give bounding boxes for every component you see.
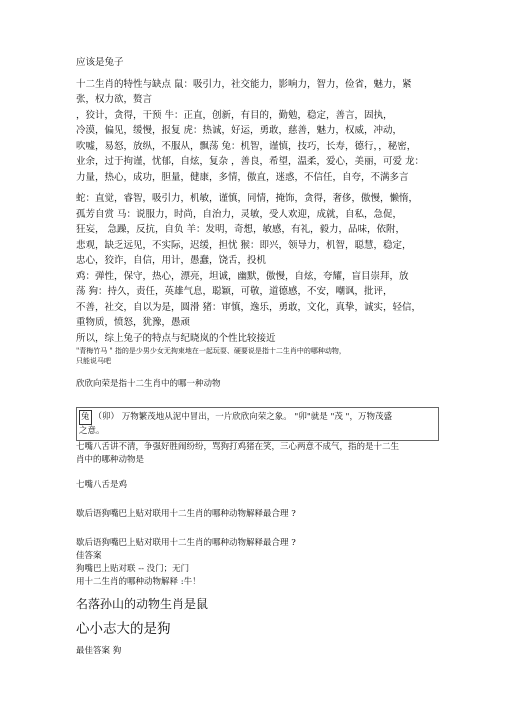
riddle-answer: 七嘴八舌是鸡 xyxy=(76,480,128,490)
text-line: 张，权力欲，赘言 xyxy=(76,94,153,105)
answer-heading: 应该是兔子 xyxy=(76,57,124,68)
text-line: 狂妄， 急躁，反抗，自负 羊：发明，奇想，敏感，有礼，毅力，品味，依附， xyxy=(76,224,406,235)
answer-box xyxy=(76,407,439,441)
note-line: "青梅竹马 " 指的是少男少女无拘束地在一起玩耍、硬要说是指十二生肖中的哪种动物， xyxy=(76,347,346,355)
answer-line: 狗嘴巴上贴对联 -- 没门；无门 xyxy=(76,564,190,574)
question-line: 歇后语狗嘴巴上贴对联用十二生肖的哪种动物解释最合理 ? xyxy=(76,538,296,548)
text-line: 力量，热心，成功，胆量，健康，多情，傲直，迷惑，不信任，自夸，不满多言 xyxy=(76,171,409,183)
riddle-line: 肖中的哪种动物是 xyxy=(76,455,145,465)
best-answer-label: 佳答案 xyxy=(76,551,102,561)
answer-box-text: （卯） 万物繁茂地从泥中冒出，一片欣欣向荣之象。 "卯"就是 "茂 "，万物茂盛 xyxy=(93,412,392,422)
text-line: 重物质，愤怒，犹豫，愚顽 xyxy=(76,317,191,328)
note-line: 只能说马吧 xyxy=(76,357,111,365)
best-answer-line: 最佳答案 狗 xyxy=(76,646,122,656)
riddle-line: 七嘴八舌讲不清，争强好胜闹纷纷，骂狗打鸡猪在笑，三心两意不成气，指的是十二生 xyxy=(76,442,400,452)
document-body xyxy=(76,55,436,658)
conclusion-line: 所以，综上兔子的特点与纪晓岚的个性比较接近 xyxy=(76,332,276,344)
answer-box-text-end: 之意。 xyxy=(79,426,105,436)
text-line: 业余，过于拘谨，忧郁，自炫，复杂 ，善良，希望，温柔，爱心，美丽，可爱 龙： xyxy=(76,156,425,167)
large-heading: 心小志大的是狗 xyxy=(76,621,171,637)
text-line: 吹嘘，易怒，放纵，不服从，飘荡 兔：机智，谨慎，技巧，长寿，德行，，秘密， xyxy=(76,140,417,152)
answer-line: 用十二生肖的哪种动物解释 :牛！ xyxy=(76,577,201,587)
text-line: 冷漠，偏见，缓慢，报复 虎：热诚，好运，勇敢，慈善，魅力，权威，冲动， xyxy=(76,125,403,136)
text-line: ，狡计，贪得，干预 牛：正直，创新，有目的，勤勉，稳定，善言，固执， xyxy=(76,109,393,121)
text-line: 荡 狗：持久，责任，英雄气息，聪颖，可敬，道德感，不安，嘲讽，批评， xyxy=(76,286,393,297)
text-line: 十二生肖的特性与缺点 鼠：吸引力，社交能力，影响力，智力，俭省，魅力，紧 xyxy=(76,78,412,90)
text-line: 鸡：弹性，保守，热心，漂亮，坦诚，幽默，傲慢，自炫，夸耀，盲目崇拜，放 xyxy=(76,270,409,282)
text-line: 悲观，缺乏远见，不实际，迟缓，担忧 猴：即兴，领导力，机智，聪慧，稳定， xyxy=(76,239,412,251)
question-line: 歇后语狗嘴巴上贴对联用十二生肖的哪种动物解释最合理 ? xyxy=(76,509,296,519)
text-line: 忠心，狡诈，自信，用计，愚蠢，饶舌，投机 xyxy=(76,255,267,266)
question-line: 欣欣向荣是指十二生肖中的哪一种动物 xyxy=(76,379,221,389)
large-heading: 名落孙山的动物生肖是鼠 xyxy=(76,597,209,611)
text-line: 蛇：直觉，睿智，吸引力，机敏，谨慎，同情，掩饰，贪得，奢侈，傲慢，懒惰， xyxy=(76,193,419,204)
boxed-character: 兔 xyxy=(79,410,92,425)
text-line: 孤芳自赏 马：说服力，时尚，自治力，灵敏，受人欢迎，成就，自私，急促， xyxy=(76,208,403,220)
text-line: 不善，社交，自以为是，圆滑 猪：审慎，逸乐，勇敢，文化，真挚，诚实，轻信， xyxy=(76,301,422,313)
